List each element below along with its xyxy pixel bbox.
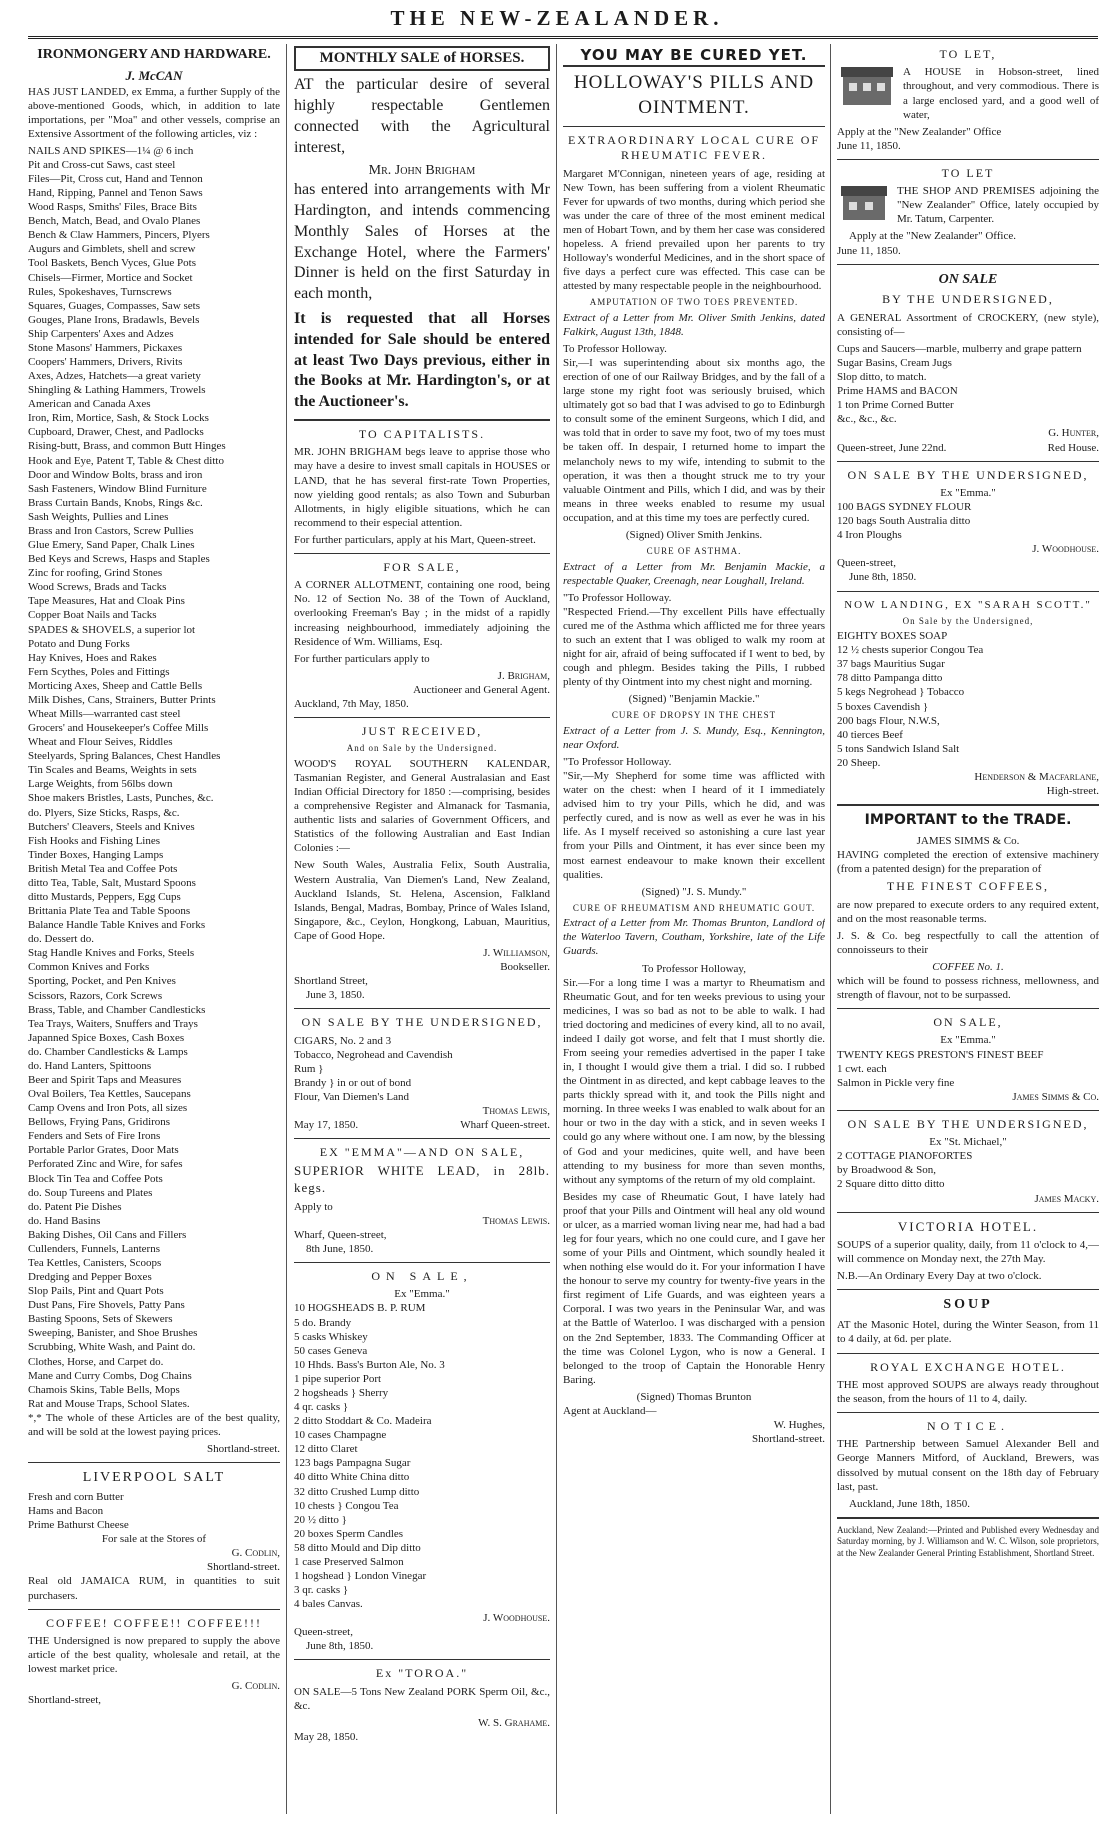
ironmongery-item: Tea Trays, Waiters, Snuffers and Trays	[28, 1017, 198, 1030]
ironmongery-item: Bed Keys and Screws, Hasps and Staples	[28, 553, 210, 566]
trade-finest: THE FINEST COFFEES,	[886, 879, 1050, 894]
ironmongery-item: Wheat and Flour Seives, Riddles	[28, 736, 173, 749]
hotel-nb: N.B.—An Ordinary Every Day at two o'clock.	[837, 1270, 1042, 1283]
scott-item: 78 ditto Pampanga ditto	[837, 672, 943, 685]
received-signature-title: Bookseller.	[500, 960, 550, 973]
onsale-item: 123 bags Pampagna Sugar	[294, 1457, 411, 1470]
lead-place: Wharf, Queen-street,	[294, 1228, 387, 1241]
ironmongery-item: Hay Knives, Hoes and Rakes	[28, 651, 157, 664]
onsale-list	[294, 1301, 550, 1611]
dropsy-signature: (Signed) "J. S. Mundy."	[641, 885, 747, 898]
onsale-item: 1 case Preserved Salmon	[294, 1555, 404, 1568]
horses-p2: has entered into arrangements with Mr Hardington, and intends commencing Monthly Sales of Horses at the Exchange Hotel, where the Farmers' Dinner is held on the first Saturday in each month,	[294, 181, 550, 303]
ironmongery-item: Glue Emery, Sand Paper, Chalk Lines	[28, 539, 195, 552]
onsale-item: 20 ½ ditto }	[294, 1513, 347, 1526]
flour-title: ON SALE BY THE UNDERSIGNED,	[847, 467, 1089, 482]
ironmongery-item: Shoe makers Bristles, Lasts, Punches, &c.	[28, 792, 214, 805]
agent-label: Agent at Auckland—	[563, 1404, 657, 1417]
onsale-item: 12 ditto Claret	[294, 1443, 358, 1456]
received-sub: And on Sale by the Undersigned.	[346, 743, 498, 754]
ironmongery-item: Common Knives and Forks	[28, 961, 150, 974]
ironmongery-item: Fenders and Sets of Fire Irons	[28, 1130, 161, 1143]
toroa-title: Ex "TOROA."	[375, 1666, 469, 1681]
ironmongery-item: Butchers' Cleavers, Steels and Knives	[28, 820, 195, 833]
ironmongery-item: Stag Handle Knives and Forks, Steels	[28, 947, 195, 960]
scott-item: 5 tons Sandwich Island Salt	[837, 742, 960, 755]
ironmongery-title: IRONMONGERY AND HARDWARE.	[37, 47, 271, 62]
sale-text: A GENERAL Assortment of CROCKERY, (new style), consisting of—	[837, 311, 1099, 338]
salt-signature: G. Codlin,	[231, 1547, 280, 1560]
ironmongery-item: Tin Scales and Beams, Weights in sets	[28, 764, 197, 777]
ironmongery-item: Axes, Adzes, Hatchets—a great variety	[28, 370, 201, 383]
toroa-text: ON SALE—5 Tons New Zealand PORK Sperm Oil, &c., &c.	[294, 1685, 550, 1712]
forsale-signature: J. Brigham,	[497, 669, 550, 682]
masthead: THE NEW-ZEALANDER.	[390, 6, 724, 30]
ironmongery-item: Squares, Guages, Compasses, Saw sets	[28, 299, 201, 312]
ironmongery-intro: HAS JUST LANDED, ex Emma, a further Supply of the above-mentioned Goods, which, in addition to late importations, per "Moa" and other vessels, comprise an Extensive Assortment of the following articles, viz :	[28, 85, 280, 140]
ironmongery-item: Files—Pit, Cross cut, Hand and Tennon	[28, 173, 203, 185]
gout-signature: (Signed) Thomas Brunton	[636, 1390, 752, 1403]
forsale-title: FOR SALE,	[383, 559, 461, 574]
ironmongery-item: Sash Fasteners, Window Blind Furniture	[28, 482, 207, 495]
ironmongery-item: Chisels—Firmer, Mortice and Socket	[28, 271, 193, 284]
amputation-extract: Extract of a Letter from Mr. Oliver Smith Jenkins, dated Falkirk, August 13th, 1848.	[563, 311, 825, 338]
ironmongery-item: do. Plyers, Size Sticks, Rasps, &c.	[28, 806, 180, 819]
ironmongery-item: Rules, Spokeshaves, Turnscrews	[28, 285, 172, 298]
column-divider	[556, 44, 557, 1814]
notice-title: NOTICE.	[927, 1419, 1009, 1434]
lead-date: 8th June, 1850.	[306, 1242, 374, 1255]
ironmongery-item: Steelyards, Spring Balances, Chest Handles	[28, 750, 221, 763]
ironmongery-item: Zinc for roofing, Grind Stones	[28, 567, 163, 580]
salt-item: Prime Bathurst Cheese	[28, 1519, 129, 1532]
ironmongery-item: Tape Measures, Hat and Cloak Pins	[28, 595, 185, 608]
cigars-item: Brandy } in or out of bond	[294, 1076, 412, 1089]
cigars-title: ON SALE BY THE UNDERSIGNED,	[301, 1015, 543, 1030]
lead-title: EX "EMMA"—AND ON SALE,	[319, 1145, 525, 1160]
piano-item: 2 COTTAGE PIANOFORTES	[837, 1150, 973, 1163]
beef-item: Salmon in Pickle very fine	[837, 1076, 955, 1089]
onsale-item: 40 ditto White China ditto	[294, 1471, 410, 1484]
onsale-title: ON SALE,	[371, 1269, 473, 1284]
trade-coffee: COFFEE No. 1.	[932, 960, 1004, 973]
dropsy-text: "Sir,—My Shepherd for some time was afflicted with water on the chest: when I heard of it I immediately advised him to try your Pills, which he did, and was perfectly cured, and is now as well as ever he was in his life. As I myself received so astonishing a cure last year from your Pills and Ointment, it has ever since been my most earnest endeavour to make known their excellent qualities.	[563, 770, 825, 881]
ironmongery-item: Shingling & Lathing Hammers, Trowels	[28, 384, 206, 397]
piano-sub: Ex "St. Michael,"	[929, 1136, 1007, 1149]
onsale-item: 1 hogshead } London Vinegar	[294, 1569, 427, 1582]
let1-apply: Apply at the "New Zealander" Office	[837, 125, 1002, 138]
ironmongery-item: Large Weights, from 56lbs down	[28, 778, 173, 791]
ironmongery-item: Morticing Axes, Sheep and Cattle Bells	[28, 679, 203, 692]
horses-p1: AT the particular desire of several highly respectable Gentlemen connected with the Agricultural interest,	[294, 76, 550, 156]
scott-item: 40 tierces Beef	[837, 728, 903, 741]
flour-item: 120 bags South Australia ditto	[837, 515, 971, 528]
notice-date: Auckland, June 18th, 1850.	[849, 1497, 970, 1510]
onsale-item: 2 hogsheads } Sherry	[294, 1386, 389, 1399]
flour-item: 100 BAGS SYDNEY FLOUR	[837, 501, 972, 514]
ironmongery-item: Tea Kettles, Canisters, Scoops	[28, 1257, 162, 1270]
ironmongery-item: Door and Window Bolts, brass and iron	[28, 468, 203, 481]
let1-text: A HOUSE in Hobson-street, lined throughout, and very commodious. There is a large enclosed yard, and a good well of water,	[903, 66, 1099, 121]
beef-signature: James Simms & Co.	[1012, 1090, 1099, 1103]
notice-text: THE Partnership between Samuel Alexander Bell and George Manners Mitford, of Auckland, Brewers, was dissolved by mutual consent on the 18th day of February last, past.	[837, 1438, 1099, 1493]
sale-title: ON SALE	[938, 271, 998, 287]
ironmongery-item: Stone Masons' Hammers, Pickaxes	[28, 341, 183, 354]
ironmongery-item: Sash Weights, Pullies and Lines	[28, 510, 169, 523]
onsale-item: 5 do. Brandy	[294, 1316, 352, 1329]
holloway-title: HOLLOWAY'S PILLS AND OINTMENT.	[573, 72, 815, 118]
ironmongery-item: Beer and Spirit Taps and Measures	[28, 1074, 182, 1086]
ironmongery-item: Dust Pans, Fire Shovels, Patty Pans	[28, 1299, 185, 1312]
onsale-item: 4 qr. casks }	[294, 1401, 349, 1414]
ironmongery-item: Tool Baskets, Bench Vyces, Glue Pots	[28, 257, 196, 270]
piano-item: 2 Square ditto ditto ditto	[837, 1178, 945, 1191]
capitalists-title: TO CAPITALISTS.	[358, 427, 486, 442]
agent-name: W. Hughes,	[773, 1419, 825, 1431]
onsale-item: 1 pipe superior Port	[294, 1372, 382, 1385]
ironmongery-item: Oval Boilers, Tea Kettles, Saucepans	[28, 1088, 191, 1101]
flour-list	[837, 500, 1099, 542]
ironmongery-item: American and Canada Axes	[28, 398, 151, 411]
gout-head: CURE OF RHEUMATISM AND RHEUMATIC GOUT.	[572, 902, 816, 913]
trade-title: IMPORTANT to the TRADE.	[864, 812, 1072, 829]
ironmongery-item: Ship Carpenters' Axes and Adzes	[28, 327, 174, 340]
ironmongery-item: Hand, Ripping, Pannel and Tenon Saws	[28, 187, 203, 200]
cigars-date: May 17, 1850.	[294, 1119, 359, 1132]
ironmongery-item: Perforated Zinc and Wire, for safes	[28, 1158, 183, 1171]
beef-item: TWENTY KEGS PRESTON'S FINEST BEEF	[837, 1048, 1044, 1061]
ironmongery-item: Pit and Cross-cut Saws, cast steel	[28, 158, 176, 171]
lead-apply: Apply to	[294, 1200, 333, 1213]
toroa-signature: W. S. Grahame.	[478, 1716, 550, 1729]
crockery-item: Prime HAMS and BACON	[837, 385, 958, 398]
soup-text: AT the Masonic Hotel, during the Winter Season, from 11 to 4 daily, at 6d. per plate.	[837, 1319, 1099, 1346]
onsale-signature: J. Woodhouse.	[483, 1612, 550, 1625]
forsale-date: Auckland, 7th May, 1850.	[294, 697, 409, 710]
ironmongery-item: do. Soup Tureens and Plates	[28, 1186, 153, 1199]
let1-date: June 11, 1850.	[837, 139, 901, 152]
crockery-item: Sugar Basins, Cream Jugs	[837, 357, 952, 370]
royal-title: ROYAL EXCHANGE HOTEL.	[870, 1359, 1066, 1374]
let2-date: June 11, 1850.	[837, 244, 901, 257]
coffee-signature: G. Codlin.	[231, 1680, 280, 1693]
gout-p2: Besides my case of Rheumatic Gout, I have lately had proof that your Pills and Ointment will heal any old wound or ulcer, as a married woman living near me, had had a bad leg for four years, which no one could cure, and I gave her some of your Pills and Ointment, which soundly healed it when nothing else would do it. For your information I have the honour to serve my country for twenty-five years in the first regiment of Life Guards, and was eighteen years a Corporal. I was two years in the Peninsular War, and was at the Battle of Waterloo. I was discharged with a pension on the 2nd September, 1833. The Commanding Officer at the time was Colonel Lygon, who is now a General. I belonged to the troop of Captain the Honorable Henry Baring.	[563, 1190, 825, 1386]
gout-p1: Sir.—For a long time I was a martyr to Rheumatism and Rheumatic Gout, and for ten weeks previous to using your medicines, I was so bad as not to be able to walk. I had tried doctoring and medicines of every kind, all to no avail, indeed I daily got worse, and felt that I must shortly die. From seeing your remedies advertised in the paper I take in, I thought I would give them a trial. I did so. I rubbed the Ointment in as directed, and kept cabbage leaves to the parts thickly spread with it, and took the Pills night and morning. In three weeks I was enabled to walk about for an hour or two in the day with a stick, and in seven weeks I could go any where without one. I am now, by the blessing of God and your medicines, quite well, and have been attending to my business for more than seven months, without any symptoms of the return of my old complaint.	[563, 976, 825, 1186]
column-notices	[837, 44, 1099, 1814]
sale-signature: G. Hunter,	[1048, 427, 1099, 440]
crockery-item: &c., &c., &c.	[837, 413, 897, 426]
cigars-item: CIGARS, No. 2 and 3	[294, 1034, 392, 1047]
piano-item: by Broadwood & Son,	[837, 1164, 936, 1177]
cigars-place: Wharf Queen-street.	[460, 1119, 550, 1132]
received-date: June 3, 1850.	[306, 989, 365, 1002]
flour-item: 4 Iron Ploughs	[837, 529, 902, 542]
toroa-date: May 28, 1850.	[294, 1731, 359, 1744]
royal-text: THE most approved SOUPS are always ready throughout the season, from the hours of 11 to 4, daily.	[837, 1378, 1099, 1405]
trade-text3: J. S. & Co. beg respectfully to call the attention of connoisseurs to their	[837, 929, 1099, 956]
asthma-head: CURE OF ASTHMA.	[646, 546, 742, 556]
crockery-item: Slop ditto, to match.	[837, 371, 927, 384]
coffee-title: COFFEE! COFFEE!! COFFEE!!!	[45, 1615, 262, 1630]
ironmongery-item: do. Chamber Candlesticks & Lamps	[28, 1045, 188, 1058]
coffee-text: THE Undersigned is now prepared to supply the above article of the best quality, wholesale and retail, at the lowest market price.	[28, 1635, 280, 1676]
crockery-list	[837, 342, 1099, 426]
trade-text4: which will be found to possess richness, mellowness, and strength of flavour, not to be surpassed.	[837, 974, 1099, 1002]
ironmongery-item: do. Hand Basins	[28, 1214, 101, 1227]
ironmongery-item: Slop Pails, Pint and Quart Pots	[28, 1285, 164, 1298]
ironmongery-item: do. Patent Pie Dishes	[28, 1200, 122, 1213]
column-ironmongery	[28, 44, 280, 1814]
salt-place: Shortland-street.	[206, 1561, 280, 1574]
scott-item: EIGHTY BOXES SOAP	[837, 630, 948, 643]
piano-title: ON SALE BY THE UNDERSIGNED,	[847, 1116, 1089, 1131]
ironmongery-item: Hook and Eye, Patent T, Table & Chest ditto	[28, 454, 224, 467]
scott-item: 20 Sheep.	[837, 756, 881, 769]
asthma-extract: Extract of a Letter from Mr. Benjamin Mackie, a respectable Quaker, Creenagh, near Loughall, Ireland.	[563, 560, 825, 587]
ironmongery-item: Sporting, Pocket, and Pen Knives	[28, 975, 176, 988]
onsale-item: 20 boxes Sperm Candles	[294, 1527, 404, 1540]
gout-to: To Professor Holloway,	[642, 962, 746, 975]
column-horses	[294, 44, 550, 1814]
onsale-item: 50 cases Geneva	[294, 1344, 368, 1357]
ironmongery-item: Rat and Mouse Traps, School Slates.	[28, 1397, 190, 1410]
ironmongery-item: Cullenders, Funnels, Lanterns	[28, 1242, 160, 1255]
ironmongery-item: Balance Handle Table Knives and Forks	[28, 919, 206, 932]
ironmongery-item: Brass Curtain Bands, Knobs, Rings &c.	[28, 496, 203, 509]
dropsy-to: "To Professor Holloway.	[563, 755, 672, 768]
forsale-apply: For further particulars apply to	[294, 652, 430, 665]
ironmongery-item: ditto Tea, Table, Salt, Mustard Spoons	[28, 876, 196, 889]
scott-sub: On Sale by the Undersigned,	[902, 615, 1034, 626]
lead-text: SUPERIOR WHITE LEAD, in 28lb. kegs.	[294, 1163, 550, 1196]
ironmongery-item: Milk Dishes, Cans, Strainers, Butter Prints	[28, 693, 216, 706]
ironmongery-item: Augurs and Gimblets, shell and screw	[28, 243, 196, 256]
cigars-item: Flour, Van Diemen's Land	[294, 1090, 409, 1103]
crockery-item: 1 ton Prime Corned Butter	[837, 399, 954, 412]
received-list: New South Wales, Australia Felix, South Australia, Western Australia, Van Diemen's Land, New Zealand, Auckland Islands, St. Helena, Ascension, Falkland Islands, Bengal, Madras, Bombay, Prince of Wales Island, Singapore, &c., Ceylon, Hongkong, Labuan, Mauritius, Cape of Good Hope.	[294, 859, 550, 942]
cigars-signature: Thomas Lewis,	[482, 1104, 550, 1117]
ironmongery-item: Chamois Skins, Table Bells, Mops	[28, 1383, 180, 1396]
ironmongery-item: Camp Ovens and Iron Pots, all sizes	[28, 1102, 188, 1115]
ironmongery-item: Mane and Curry Combs, Dog Chains	[28, 1369, 192, 1382]
onsale-date: June 8th, 1850.	[306, 1640, 374, 1653]
ironmongery-item: Iron, Rim, Mortice, Sash, & Stock Locks	[28, 412, 209, 425]
salt-item: Hams and Bacon	[28, 1505, 104, 1518]
amputation-to: To Professor Holloway.	[563, 342, 667, 355]
beef-item: 1 cwt. each	[837, 1062, 887, 1075]
flour-signature: J. Woodhouse.	[1032, 543, 1099, 556]
imprint: Auckland, New Zealand:—Printed and Published every Wednesday and Saturday morning, by J. Williamson and W. C. Wilson, sole proprietors, at the New Zealander General Printing Establishment, Shortland Street.	[837, 1524, 1099, 1558]
ironmongery-item: do. Hand Lanters, Spittoons	[28, 1059, 152, 1072]
trade-sub: JAMES SIMMS & Co.	[916, 834, 1020, 847]
asthma-to: "To Professor Holloway.	[563, 591, 672, 604]
ironmongery-item: Brass and Iron Castors, Screw Pullies	[28, 524, 194, 537]
hotel-text: SOUPS of a superior quality, daily, from 11 o'clock to 4,—will commence on Monday next, the 27th May.	[837, 1239, 1099, 1266]
horses-name: Mr. John Brigham	[368, 163, 476, 179]
forsale-signature-title: Auctioneer and General Agent.	[413, 683, 550, 696]
scott-item: 5 kegs Negrohead } Tobacco	[837, 686, 965, 699]
onsale-item: 10 HOGSHEADS B. P. RUM	[294, 1302, 426, 1315]
piano-signature: James Macky.	[1034, 1192, 1099, 1205]
column-divider	[286, 44, 287, 1814]
ironmongery-item: Basting Spoons, Sets of Skewers	[28, 1313, 173, 1326]
ironmongery-item: NAILS AND SPIKES—1¼ @ 6 inch	[28, 144, 194, 157]
holloway-sub: EXTRAORDINARY LOCAL CURE OF RHEUMATIC FEVER.	[567, 132, 821, 163]
dropsy-head: CURE OF DROPSY IN THE CHEST	[611, 710, 777, 721]
sale-place: Queen-street, June 22nd.	[837, 441, 947, 454]
cigars-list	[294, 1034, 550, 1104]
capitalists-further: For further particulars, apply at his Mart, Queen-street.	[294, 533, 536, 546]
column-holloway	[563, 44, 825, 1814]
beef-list	[837, 1048, 1099, 1090]
scott-item: 200 bags Flour, N.W.S,	[837, 714, 940, 727]
ironmongery-item: Copper Boat Nails and Tacks	[28, 609, 157, 622]
rum-notice: Real old JAMAICA RUM, in quantities to suit purchasers.	[28, 1575, 280, 1602]
shop-illustration	[837, 186, 891, 222]
ironmongery-item: British Metal Tea and Coffee Pots	[28, 862, 178, 875]
ironmongery-closing: *,* The whole of these Articles are of the best quality, and will be sold at the lowest paying prices.	[28, 1411, 280, 1438]
ironmongery-item: Bench & Claw Hammers, Pincers, Plyers	[28, 229, 210, 242]
crockery-item: Cups and Saucers—marble, mulberry and grape pattern	[837, 343, 1082, 355]
scott-title: NOW LANDING, EX "SARAH SCOTT."	[844, 598, 1092, 611]
ironmongery-item: Wheat Mills—warranted cast steel	[28, 707, 181, 720]
scott-signature: Henderson & Macfarlane,	[974, 770, 1099, 783]
ironmongery-item: Scissors, Razors, Cork Screws	[28, 989, 163, 1002]
trade-text: HAVING completed the erection of extensive machinery (from a patented design) for the preparation of	[837, 849, 1099, 876]
onsale-item: 10 cases Champagne	[294, 1429, 387, 1442]
ironmongery-item: Dredging and Pepper Boxes	[28, 1271, 152, 1284]
coffee-place: Shortland-street,	[28, 1694, 102, 1707]
forsale-text: A CORNER ALLOTMENT, containing one rood, being No. 12 of Section No. 38 of the Town of Auckland, overlooking Freeman's Bay ; in the midst of a rapidly increasing neighbourhood, immediately adjoining the Residence of Wm. Williams, Esq.	[294, 579, 550, 648]
soup-title: SOUP	[943, 1297, 993, 1313]
let2-text: THE SHOP AND PREMISES adjoining the "New Zealander" Office, lately occupied by Mr. Tatum, Carpenter.	[897, 185, 1099, 226]
received-title: JUST RECEIVED,	[361, 724, 483, 739]
ironmongery-item: Block Tin Tea and Coffee Pots	[28, 1172, 163, 1185]
scott-item: 37 bags Mauritius Sugar	[837, 658, 945, 671]
ironmongery-item: Potato and Dung Forks	[28, 637, 130, 650]
hotel-title: VICTORIA HOTEL.	[897, 1218, 1039, 1234]
house-illustration	[837, 67, 897, 107]
asthma-text: "Respected Friend.—Thy excellent Pills have effectually cured me of the Asthma which afflicted me for three years to such an extent that I was obliged to walk my room at night for air, afraid of being suffocated if I went to bed, by cough and phlegm. Besides taking the Pills, I rubbed plenty of thy Ointment into my chest night and morning.	[563, 605, 825, 689]
onsale-item: 3 qr. casks }	[294, 1584, 349, 1597]
amputation-signature: (Signed) Oliver Smith Jenkins.	[625, 528, 763, 541]
ironmongery-place: Shortland-street.	[206, 1443, 280, 1456]
onsale-item: 10 chests } Congou Tea	[294, 1499, 399, 1512]
ironmongery-item: SPADES & SHOVELS, a superior lot	[28, 623, 196, 636]
flour-sub: Ex "Emma."	[940, 486, 996, 499]
ironmongery-item: Bellows, Frying Pans, Gridirons	[28, 1116, 171, 1129]
ironmongery-item: Portable Parlor Grates, Door Mats	[28, 1144, 179, 1157]
ironmongery-item: Brittania Plate Tea and Table Spoons	[28, 905, 191, 918]
ironmongery-item: Grocers' and Housekeeper's Coffee Mills	[28, 722, 209, 735]
flour-date: June 8th, 1850.	[849, 571, 917, 584]
ironmongery-item: Rising-butt, Brass, and common Butt Hinges	[28, 440, 226, 453]
ironmongery-item: Fern Scythes, Poles and Fittings	[28, 665, 170, 678]
cigars-item: Tobacco, Negrohead and Cavendish	[294, 1048, 453, 1061]
capitalists-text: MR. JOHN BRIGHAM begs leave to apprise those who may have a desire to invest small capitals in HOUSES or LAND, that he has several first-rate Town Properties, now yielding good rentals; as also Town and Suburban Allotments, in higly eligible situations, which he can recommend to their especial attention.	[294, 446, 550, 529]
agent-place: Shortland-street.	[751, 1433, 825, 1446]
scott-place: High-street.	[1046, 784, 1099, 797]
holloway-p1: Margaret M'Connigan, nineteen years of age, residing at New Town, has been suffering from a violent Rheumatic Fever for upwards of two months, during which period she was under the care of three of the most eminent medical men of Hobart Town, and by them her case was considered hopeless. A friend prevailed upon her parents to try Holloway's wonderful Medicines, and in the short space of five days a perfect cure was effected. This case can be attested by many respectable people in the neighbourhood.	[563, 167, 825, 293]
salt-item: Fresh and corn Butter	[28, 1491, 124, 1504]
onsale-item: 5 casks Whiskey	[294, 1330, 368, 1343]
asthma-signature: (Signed) "Benjamin Mackie."	[628, 693, 760, 706]
cigars-item: Rum }	[294, 1062, 324, 1075]
horses-p3: It is requested that all Horses intended for Sale should be entered at least Two Days previous, either in the Books at Mr. Hardington's, or at the Auctioneer's.	[294, 310, 550, 411]
scott-item: 12 ½ chests superior Congou Tea	[837, 644, 984, 657]
sale-sub: BY THE UNDERSIGNED,	[882, 292, 1054, 307]
onsale-place: Queen-street,	[294, 1626, 353, 1639]
ironmongery-item: Fish Hooks and Fishing Lines	[28, 834, 161, 847]
ironmongery-item: Clothes, Horse, and Carpet do.	[28, 1355, 164, 1368]
scott-item: 5 boxes Cavendish }	[837, 700, 929, 713]
received-signature: J. Williamson,	[483, 946, 550, 959]
flour-place: Queen-street,	[837, 557, 896, 570]
dropsy-extract: Extract of a Letter from J. S. Mundy, Esq., Kennington, near Oxford.	[563, 724, 825, 751]
ironmongery-item: Coopers' Hammers, Drivers, Rivits	[28, 356, 183, 369]
ironmongery-item: Bench, Match, Bead, and Ovalo Planes	[28, 215, 201, 228]
received-text: WOOD'S ROYAL SOUTHERN KALENDAR, Tasmanian Register, and General Australasian and East Indian Official Directory for 1850 :—comprising, besides a comprehensive Register and Almanack for Tasmania, authentic lists and salaries of Government Officers, and Statistics of the following Australian and East Indian Colonies :—	[294, 757, 550, 855]
lead-signature: Thomas Lewis.	[482, 1214, 550, 1227]
onsale-sub: Ex "Emma."	[394, 1288, 450, 1301]
onsale-item: 32 ditto Crushed Lump ditto	[294, 1485, 420, 1498]
ironmongery-item: Sweeping, Banister, and Shoe Brushes	[28, 1327, 198, 1340]
merchant-name: J. McCAN	[125, 67, 183, 83]
beef-title: ON SALE,	[933, 1015, 1003, 1030]
sale-place2: Red House.	[1047, 441, 1099, 454]
salt-title: LIVERPOOL SALT	[82, 1470, 226, 1486]
ironmongery-item: Cupboard, Drawer, Chest, and Padlocks	[28, 426, 204, 439]
salt-sale: For sale at the Stores of	[101, 1533, 207, 1546]
trade-text2: are now prepared to execute orders to any required extent, and on the most reasonable terms.	[837, 898, 1099, 925]
piano-list	[837, 1149, 1099, 1191]
ironmongery-item: Scrubbing, White Wash, and Paint do.	[28, 1341, 196, 1354]
ironmongery-item: Brass, Table, and Chamber Candlesticks	[28, 1003, 206, 1016]
scott-list	[837, 629, 1099, 770]
let2-apply: Apply at the "New Zealander" Office.	[849, 230, 1016, 243]
ironmongery-item: Japanned Spice Boxes, Cash Boxes	[28, 1031, 185, 1044]
salt-list	[28, 1490, 280, 1532]
column-divider	[830, 44, 831, 1814]
ironmongery-list	[28, 144, 280, 1411]
amputation-head: AMPUTATION OF TWO TOES PREVENTED.	[589, 297, 799, 308]
let1-title: TO LET,	[939, 47, 997, 61]
onsale-item: 2 ditto Stoddart & Co. Madeira	[294, 1415, 432, 1428]
ironmongery-item: Baking Dishes, Oil Cans and Fillers	[28, 1228, 187, 1241]
beef-sub: Ex "Emma."	[940, 1034, 996, 1047]
ironmongery-item: do. Dessert do.	[28, 933, 94, 946]
ironmongery-item: Wood Screws, Brads and Tacks	[28, 581, 167, 594]
let2-title: TO LET	[941, 165, 995, 180]
ironmongery-item: Wood Rasps, Smiths' Files, Brace Bits	[28, 201, 197, 214]
received-place: Shortland Street,	[294, 975, 368, 988]
horses-title: MONTHLY SALE of HORSES.	[294, 46, 550, 71]
onsale-item: 58 ditto Mould and Dip ditto	[294, 1541, 421, 1554]
ironmongery-item: ditto Mustards, Peppers, Egg Cups	[28, 890, 181, 903]
onsale-item: 4 bales Canvas.	[294, 1598, 363, 1611]
ironmongery-item: Gouges, Plane Irons, Bradawls, Bevels	[28, 313, 200, 326]
amputation-text: Sir,—I was superintending about six months ago, the erection of one of our Railway Bridges, and by the fall of a large stone my right foot was seriously bruised, which ultimately got so bad that I was advised to go to Edinburgh to consult some of the eminent Surgeons, which I did, and was told that in order to save my foot, two of my toes must be taken off. In despair, I returned home to impart the melancholy news to my wife, intending to submit to the operation, it was then a thought struck me to try your valuable Ointment and Pills, which I did, and was by their means in three weeks enabled to resume my usual occupation, and at this time my toes are perfectly cured.	[563, 356, 825, 524]
onsale-item: 10 Hhds. Bass's Burton Ale, No. 3	[294, 1358, 445, 1371]
ironmongery-item: Tinder Boxes, Hanging Lamps	[28, 848, 164, 861]
gout-extract: Extract of a Letter from Mr. Thomas Brunton, Landlord of the Waterloo Tavern, Coutham, Yorkshire, late of the Life Guards.	[563, 917, 825, 958]
masthead-rule	[28, 36, 1098, 39]
holloway-banner: YOU MAY BE CURED YET.	[563, 46, 825, 67]
